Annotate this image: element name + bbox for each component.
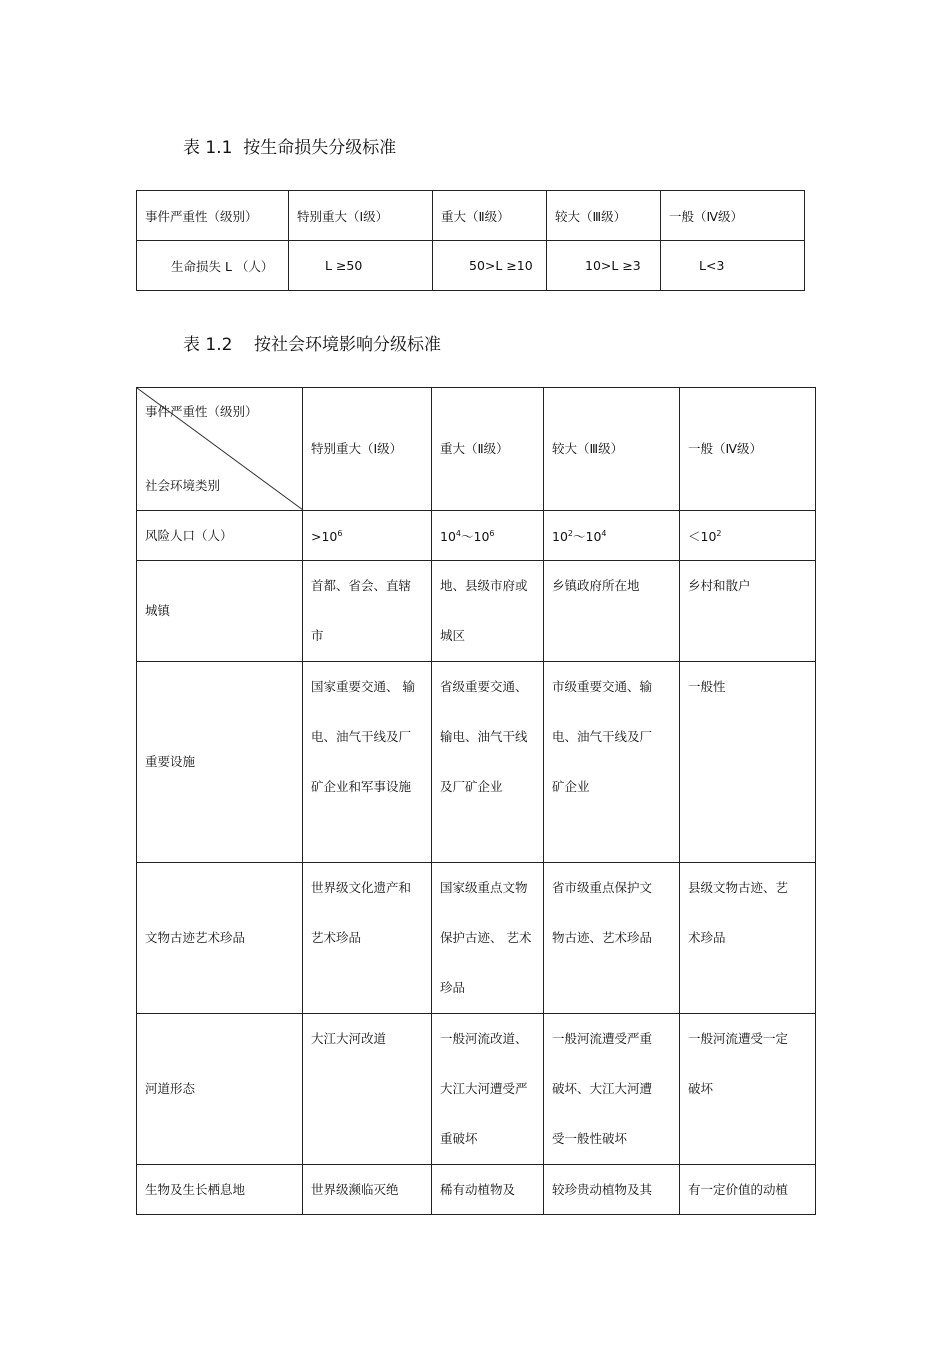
table-row [137, 863, 816, 1014]
row-label: 城镇 [137, 561, 303, 662]
table-cell: L ≥50 [289, 241, 433, 291]
row-label: 重要设施 [137, 662, 303, 863]
table-cell: 一般性 [680, 662, 816, 863]
header-cell: 一般（Ⅳ级） [661, 191, 805, 241]
table-cell: 有一定价值的动植 [680, 1165, 816, 1215]
risk-population-row [137, 511, 816, 561]
table-1-caption: 表 1.1 按生命损失分级标准 [183, 138, 397, 158]
header-cell: 特别重大（Ⅰ级） [303, 388, 432, 511]
row-label: 文物古迹艺术珍品 [137, 863, 303, 1014]
row-label: 生物及生长栖息地 [137, 1165, 303, 1215]
table-cell: 国家级重点文物保护古迹、 艺术珍品 [432, 863, 544, 1014]
diagonal-corner-cell [137, 388, 303, 511]
table-cell: 省级重要交通、输电、油气干线及厂矿企业 [432, 662, 544, 863]
table-cell: 省市级重点保护文物古迹、艺术珍品 [544, 863, 680, 1014]
table-cell: 稀有动植物及 [432, 1165, 544, 1215]
table-cell: L<3 [661, 241, 805, 291]
table-row [137, 662, 816, 863]
table-cell: 一般河流改道、大江大河遭受严重破坏 [432, 1014, 544, 1165]
row-label: 生命损失 L （人） [137, 241, 289, 291]
header-cell: 特别重大（Ⅰ级） [289, 191, 433, 241]
table-cell: 大江大河改道 [303, 1014, 432, 1165]
table-cell: 世界级濒临灭绝 [303, 1165, 432, 1215]
table-cell: 一般河流遭受严重破坏、大江大河遭受一般性破坏 [544, 1014, 680, 1165]
header-cell: 较大（Ⅲ级） [547, 191, 661, 241]
table-cell: 县级文物古迹、艺术珍品 [680, 863, 816, 1014]
header-cell: 重大（Ⅱ级） [432, 388, 544, 511]
table-cell: 国家重要交通、 输电、油气干线及厂矿企业和军事设施 [303, 662, 432, 863]
table-cell: 10>L ≥3 [547, 241, 661, 291]
table-row [137, 1014, 816, 1165]
table-row [137, 1165, 816, 1215]
table-row [137, 561, 816, 662]
table-cell: $<10^2$ [680, 511, 816, 561]
table-cell: 50>L ≥10 [433, 241, 547, 291]
table-2-caption: 表 1.2 按社会环境影响分级标准 [183, 335, 442, 355]
table-cell: 较珍贵动植物及其 [544, 1165, 680, 1215]
table-cell: 一般河流遭受一定破坏 [680, 1014, 816, 1165]
row-label: 河道形态 [137, 1014, 303, 1165]
header-cell: 一般（Ⅳ级） [680, 388, 816, 511]
social-impact-table [136, 387, 816, 1215]
table-header-row [137, 191, 805, 241]
table-cell: $>10^6$ [303, 511, 432, 561]
table-cell: $10^4\sim 10^6$ [432, 511, 544, 561]
table-cell: 乡村和散户 [680, 561, 816, 662]
table-cell: 地、县级市府或城区 [432, 561, 544, 662]
table-cell: 首都、省会、直辖市 [303, 561, 432, 662]
table-cell: $10^2\sim 10^4$ [544, 511, 680, 561]
row-label: 风险人口（人） [137, 511, 303, 561]
corner-top-label: 事件严重性（级别） [145, 404, 258, 419]
table-cell: 世界级文化遗产和艺术珍品 [303, 863, 432, 1014]
header-cell: 重大（Ⅱ级） [433, 191, 547, 241]
table-row [137, 241, 805, 291]
header-cell: 事件严重性（级别） [137, 191, 289, 241]
table-cell: 市级重要交通、输电、油气干线及厂矿企业 [544, 662, 680, 863]
life-loss-table [136, 190, 805, 291]
table-header-row [137, 388, 816, 511]
table-cell: 乡镇政府所在地 [544, 561, 680, 662]
header-cell: 较大（Ⅲ级） [544, 388, 680, 511]
corner-bottom-label: 社会环境类别 [145, 478, 221, 493]
